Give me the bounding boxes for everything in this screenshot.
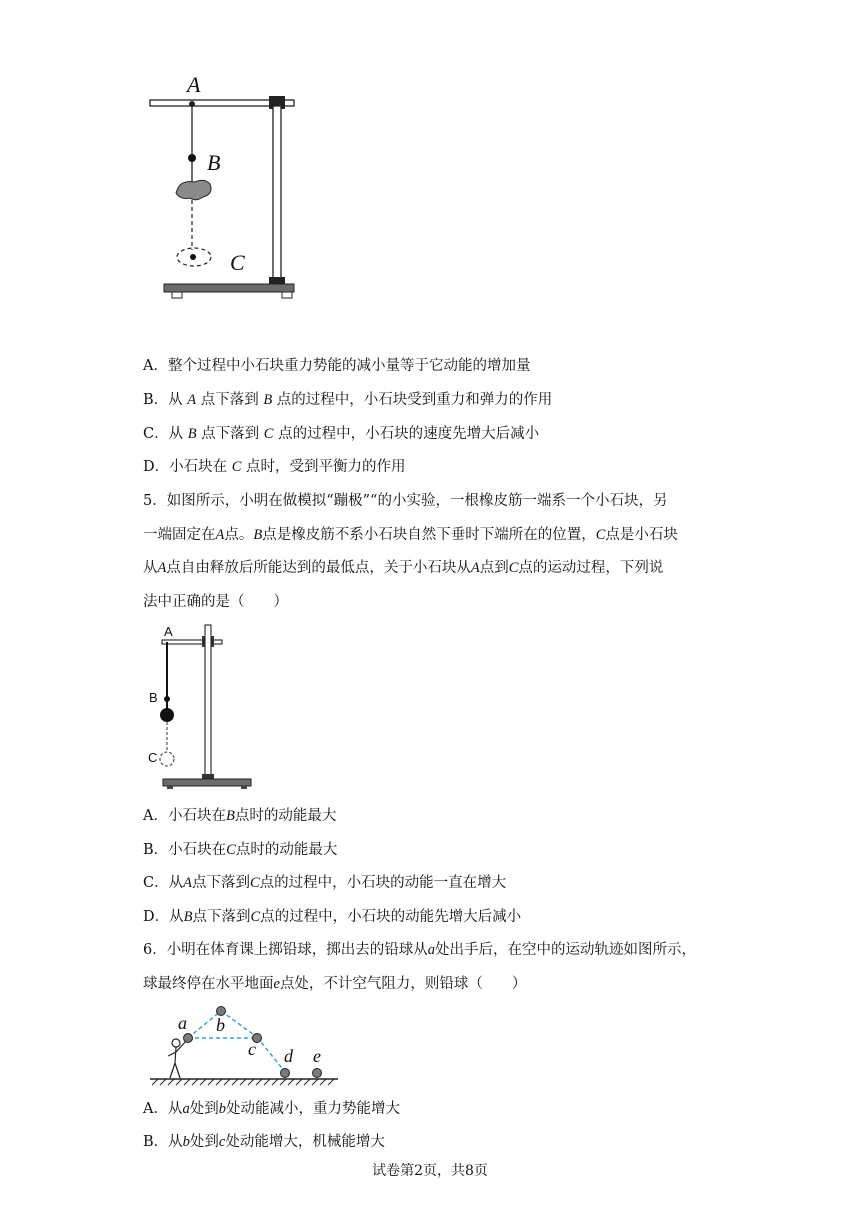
figure3-label-c: c bbox=[248, 1039, 256, 1059]
q5-stem-line1: 5．如图所示，小明在做模拟“蹦极”“的小实验，一根橡皮筋一端系一个小石块，另 bbox=[143, 493, 668, 509]
figure3-label-a: a bbox=[178, 1013, 187, 1033]
figure3-label-e: e bbox=[313, 1046, 321, 1066]
q6-stem-line1: 6．小明在体育课上掷铅球，掷出去的铅球从a处出手后，在空中的运动轨迹如图所示， bbox=[143, 942, 696, 958]
q5-stem-line2: 一端固定在A点。B点是橡皮筋不系小石块自然下垂时下端所在的位置，C点是小石块 bbox=[143, 527, 678, 543]
figure2-label-b: B bbox=[149, 690, 158, 705]
q5-stem-line4: 法中正确的是（ ） bbox=[143, 594, 288, 610]
figure1-label-a: A bbox=[187, 72, 201, 97]
figure3-label-b: b bbox=[216, 1015, 225, 1035]
figure2-label-a: A bbox=[164, 624, 173, 639]
figure1-label-c: C bbox=[230, 250, 245, 275]
figure3-label-d: d bbox=[284, 1046, 293, 1066]
q5-option-b: B．小石块在C点时的动能最大 bbox=[143, 842, 338, 858]
q6-stem-line2: 球最终停在水平地面e点处，不计空气阻力，则铅球（ ） bbox=[143, 976, 527, 992]
q6-option-a: A．从a处到b处动能减小，重力势能增大 bbox=[143, 1101, 400, 1117]
q4-option-a: A．整个过程中小石块重力势能的减小量等于它动能的增加量 bbox=[143, 358, 531, 374]
q5-option-a: A．小石块在B点时的动能最大 bbox=[143, 808, 337, 824]
q4-option-d: D．小石块在 C 点时，受到平衡力的作用 bbox=[143, 459, 406, 475]
q5-option-d: D．从B点下落到C点的过程中，小石块的动能先增大后减小 bbox=[143, 909, 522, 925]
q5-option-c: C．从A点下落到C点的过程中，小石块的动能一直在增大 bbox=[143, 875, 507, 891]
page-footer: 试卷第2页，共8页 bbox=[372, 1163, 488, 1179]
q5-stem-line3: 从A点自由释放后所能达到的最低点，关于小石块从A点到C点的运动过程，下列说 bbox=[143, 560, 664, 576]
q6-option-b: B．从b处到c处动能增大，机械能增大 bbox=[143, 1134, 385, 1150]
q4-option-c: C．从 B 点下落到 C 点的过程中，小石块的速度先增大后减小 bbox=[143, 426, 540, 442]
figure1-label-b: B bbox=[207, 150, 221, 175]
q4-option-b: B．从 A 点下落到 B 点的过程中，小石块受到重力和弹力的作用 bbox=[143, 392, 553, 408]
figure2-label-c: C bbox=[148, 750, 158, 765]
